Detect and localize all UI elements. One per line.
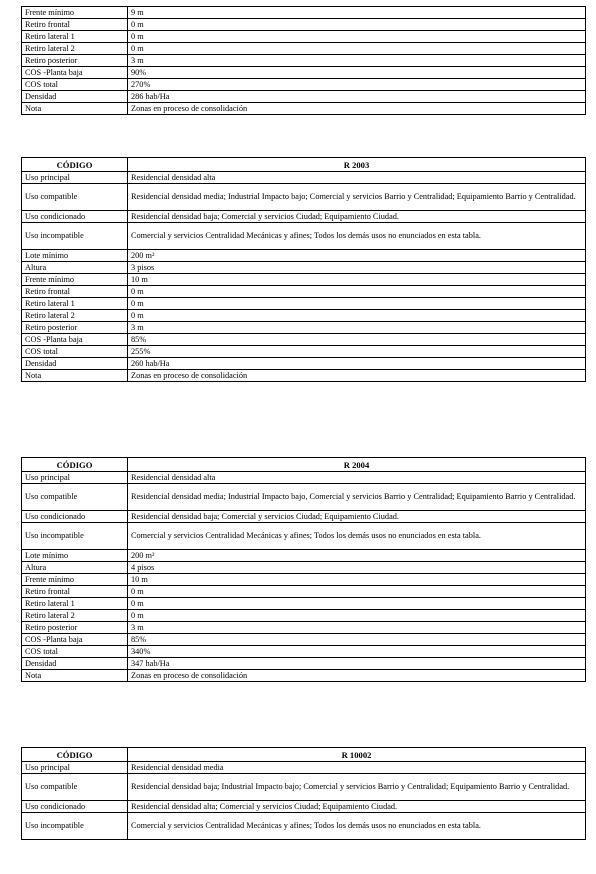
header-label: CÓDIGO <box>22 158 128 172</box>
table-row <box>22 484 586 511</box>
row-value: 3 pisos <box>128 262 586 274</box>
table-row <box>22 67 586 79</box>
row-value: Residencial densidad alta <box>128 472 586 484</box>
table-row <box>22 562 586 574</box>
row-label: Retiro lateral 2 <box>22 610 128 622</box>
table-row <box>22 250 586 262</box>
table-row <box>22 801 586 813</box>
row-value: 260 hab/Ha <box>128 358 586 370</box>
row-label: Altura <box>22 262 128 274</box>
table-row <box>22 622 586 634</box>
row-value: 90% <box>128 67 586 79</box>
row-value: 0 m <box>128 31 586 43</box>
table-row <box>22 813 586 840</box>
row-label: Uso condicionado <box>22 511 128 523</box>
zone-code: R 2003 <box>128 158 586 172</box>
table-row <box>22 586 586 598</box>
row-label: Frente mínimo <box>22 274 128 286</box>
table-row <box>22 223 586 250</box>
header-label: CÓDIGO <box>22 748 128 762</box>
table-row <box>22 298 586 310</box>
table-row <box>22 7 586 19</box>
row-value: 286 hab/Ha <box>128 91 586 103</box>
row-label: Retiro lateral 2 <box>22 310 128 322</box>
table-row <box>22 358 586 370</box>
table-row <box>22 511 586 523</box>
table-header-row <box>22 158 586 172</box>
table-row <box>22 79 586 91</box>
table-row <box>22 574 586 586</box>
table-row <box>22 550 586 562</box>
row-label: Retiro frontal <box>22 586 128 598</box>
row-value: Zonas en proceso de consolidación <box>128 370 586 382</box>
row-label: Retiro lateral 1 <box>22 598 128 610</box>
row-label: Uso principal <box>22 472 128 484</box>
row-label: COS -Planta baja <box>22 334 128 346</box>
row-value: 0 m <box>128 598 586 610</box>
row-value: Residencial densidad media <box>128 762 586 774</box>
row-label: Densidad <box>22 358 128 370</box>
table-row <box>22 646 586 658</box>
zoning-table-continued <box>21 6 586 115</box>
table-row <box>22 172 586 184</box>
row-label: Uso compatible <box>22 774 128 801</box>
row-label: Altura <box>22 562 128 574</box>
table-row <box>22 346 586 358</box>
row-value: Comercial y servicios Centralidad Mecánicas y afines; Todos los demás usos no enunciados en esta tabla. <box>128 813 586 840</box>
row-label: Uso compatible <box>22 184 128 211</box>
row-value: Residencial densidad baja; Comercial y servicios Ciudad; Equipamiento Ciudad. <box>128 511 586 523</box>
row-label: Uso compatible <box>22 484 128 511</box>
row-value: 0 m <box>128 19 586 31</box>
row-label: Densidad <box>22 658 128 670</box>
row-value: 9 m <box>128 7 586 19</box>
row-value: Zonas en proceso de consolidación <box>128 103 586 115</box>
table-row <box>22 286 586 298</box>
row-value: 270% <box>128 79 586 91</box>
row-label: Nota <box>22 103 128 115</box>
table-header-row <box>22 748 586 762</box>
row-value: 10 m <box>128 574 586 586</box>
table-row <box>22 103 586 115</box>
table-row <box>22 43 586 55</box>
table-row <box>22 774 586 801</box>
zoning-table-r10002 <box>21 747 586 840</box>
table-row <box>22 658 586 670</box>
row-label: Uso principal <box>22 762 128 774</box>
row-label: Retiro posterior <box>22 622 128 634</box>
row-label: Frente mínimo <box>22 7 128 19</box>
row-label: Lote mínimo <box>22 550 128 562</box>
row-value: 85% <box>128 634 586 646</box>
row-label: Lote mínimo <box>22 250 128 262</box>
table-row <box>22 634 586 646</box>
table-row <box>22 472 586 484</box>
row-label: COS -Planta baja <box>22 67 128 79</box>
row-label: Retiro lateral 1 <box>22 298 128 310</box>
table-row <box>22 598 586 610</box>
row-label: Retiro posterior <box>22 55 128 67</box>
table-row <box>22 184 586 211</box>
row-value: 347 hab/Ha <box>128 658 586 670</box>
row-label: Uso condicionado <box>22 211 128 223</box>
row-value: 0 m <box>128 298 586 310</box>
row-label: Uso incompatible <box>22 813 128 840</box>
row-value: 3 m <box>128 322 586 334</box>
row-value: 4 pisos <box>128 562 586 574</box>
table-row <box>22 19 586 31</box>
table-header-row <box>22 458 586 472</box>
table-row <box>22 262 586 274</box>
row-value: Residencial densidad alta <box>128 172 586 184</box>
row-value: 3 m <box>128 622 586 634</box>
row-value: 10 m <box>128 274 586 286</box>
row-label: Nota <box>22 670 128 682</box>
row-value: 200 m² <box>128 550 586 562</box>
table-row <box>22 523 586 550</box>
row-value: 340% <box>128 646 586 658</box>
table-row <box>22 55 586 67</box>
row-value: 255% <box>128 346 586 358</box>
row-label: Nota <box>22 370 128 382</box>
row-label: Retiro lateral 1 <box>22 31 128 43</box>
row-value: 200 m² <box>128 250 586 262</box>
row-value: Residencial densidad media; Industrial Impacto bajo; Comercial y servicios Barrio y Centralidad; Equipamiento Barrio y Centralidad. <box>128 184 586 211</box>
row-value: Zonas en proceso de consolidación <box>128 670 586 682</box>
row-label: Uso incompatible <box>22 223 128 250</box>
row-label: COS total <box>22 79 128 91</box>
row-label: Retiro posterior <box>22 322 128 334</box>
table-row <box>22 31 586 43</box>
row-label: Densidad <box>22 91 128 103</box>
table-row <box>22 762 586 774</box>
table-row <box>22 211 586 223</box>
row-value: 0 m <box>128 43 586 55</box>
zone-code: R 10002 <box>128 748 586 762</box>
row-label: Retiro frontal <box>22 286 128 298</box>
zoning-table-r2003 <box>21 157 586 382</box>
header-label: CÓDIGO <box>22 458 128 472</box>
table-row <box>22 334 586 346</box>
row-value: Residencial densidad baja; Comercial y servicios Ciudad; Equipamiento Ciudad. <box>128 211 586 223</box>
row-value: Residencial densidad baja; Industrial Impacto bajo; Comercial y servicios Barrio y Centralidad; Equipamiento Barrio y Centralidad. <box>128 774 586 801</box>
row-label: COS total <box>22 646 128 658</box>
row-value: Comercial y servicios Centralidad Mecánicas y afines; Todos los demás usos no enunciados en esta tabla. <box>128 523 586 550</box>
table-row <box>22 670 586 682</box>
row-value: 0 m <box>128 286 586 298</box>
row-label: Uso principal <box>22 172 128 184</box>
row-value: 0 m <box>128 586 586 598</box>
row-label: Retiro frontal <box>22 19 128 31</box>
row-value: Residencial densidad alta; Comercial y servicios Ciudad; Equipamiento Ciudad. <box>128 801 586 813</box>
row-label: COS total <box>22 346 128 358</box>
table-row <box>22 322 586 334</box>
row-label: Frente mínimo <box>22 574 128 586</box>
zoning-table-r2004 <box>21 457 586 682</box>
table-row <box>22 310 586 322</box>
row-label: Uso condicionado <box>22 801 128 813</box>
row-value: 3 m <box>128 55 586 67</box>
row-value: 85% <box>128 334 586 346</box>
table-row <box>22 610 586 622</box>
table-row <box>22 274 586 286</box>
row-label: COS -Planta baja <box>22 634 128 646</box>
row-value: Residencial densidad media; Industrial Impacto bajo, Comercial y servicios Barrio y Centralidad; Equipamiento Barrio y Centralidad. <box>128 484 586 511</box>
row-value: 0 m <box>128 310 586 322</box>
row-value: 0 m <box>128 610 586 622</box>
table-row <box>22 370 586 382</box>
row-label: Uso incompatible <box>22 523 128 550</box>
zone-code: R 2004 <box>128 458 586 472</box>
table-row <box>22 91 586 103</box>
row-label: Retiro lateral 2 <box>22 43 128 55</box>
row-value: Comercial y servicios Centralidad Mecánicas y afines; Todos los demás usos no enunciados en esta tabla. <box>128 223 586 250</box>
